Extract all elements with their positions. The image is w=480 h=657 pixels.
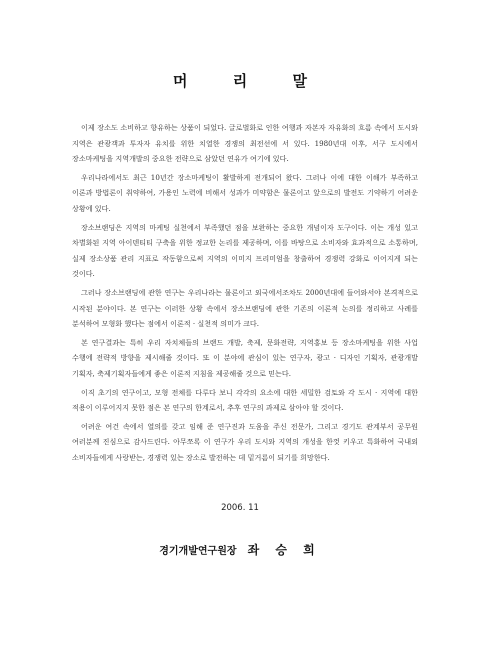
signature-organization: 경기개발연구원장 [159, 546, 237, 557]
signature-name: 좌 승 희 [247, 543, 321, 557]
paragraph-1: 이제 장소도 소비하고 향유하는 상품이 되었다. 글로벌화로 인한 여행과 자본자 자유화의 흐름 속에서 도시와 지역은 관광객과 투자자 유치를 위한 치열한 경쟁의 최전선에 서 있다. 1980년대 이후, 서구 도시에서 장소마케팅을 지역개발의 중요한 전략으로 삼았던 연유가 여기에 있다. [72, 123, 418, 164]
paragraph-6: 이직 초기의 연구이고, 모형 전체를 다루다 보니 각각의 요소에 대한 세밀한 검토와 각 도시 · 지역에 대한 적용이 이루어지지 못한 점은 본 연구의 한계로서, 추후 연구의 과제로 삼아야 할 것이다. [72, 387, 418, 413]
page-title: 머 리 말 [173, 72, 327, 90]
signature-block [0, 539, 480, 558]
paragraph-3: 장소브랜딩은 지역의 마케팅 실천에서 부족했던 점을 보완하는 중요한 개념이자 도구이다. 이는 개성 있고 차별화된 지역 아이덴티티 구축을 위한 정교한 논리를 제공하며, 이를 바탕으로 소비자와 효과적으로 소통하며, 실제 장소상품 관리 지표로 작동함으로써 지역의 이미지 프리미엄을 창출하여 경쟁력 강화로 이어지게 되는 것이다. [72, 222, 418, 279]
paragraph-7: 어려운 여건 속에서 열의를 갖고 임해 준 연구진과 도움을 주신 전문가, 그리고 경기도 관계부서 공무원 여러분께 진심으로 감사드린다. 아무쪼록 이 연구가 우리 도시와 지역의 개성을 한껏 키우고 특화하여 국내외 소비자들에게 사랑받는, 경쟁력 있는 장소로 발전하는 데 밑거름이 되기를 희망한다. [72, 421, 418, 462]
preface-body [72, 120, 418, 468]
paragraph-4: 그러나 장소브랜딩에 관한 연구는 우리나라는 물론이고 외국에서조차도 2000년대에 들어와서야 본격적으로 시작된 분야이다. 본 연구는 이러한 상황 속에서 장소브랜딩에 관한 기존의 이론적 논의를 정리하고 사례를 분석하여 모형화 했다는 점에서 이론적 · 실천적 의미가 크다. [72, 287, 418, 329]
paragraph-5: 본 연구결과는 특히 우리 자치체들의 브랜드 개발, 축제, 문화전략, 지역홍보 등 장소마케팅을 위한 사업 수행에 전략적 방향을 제시해줄 것이다. 또 이 분야에 관심이 있는 연구자, 광고 · 디자인 기획자, 관광개발 기획자, 축제기획자들에게 좋은 이론적 지침을 제공해줄 것으로 믿는다. [72, 337, 418, 378]
paragraph-2: 우리나라에서도 최근 10년간 장소마케팅이 활발하게 전개되어 왔다. 그러나 이에 대한 이해가 부족하고 이론과 방법론이 취약하여, 가용인 노력에 비해서 성과가 미약함은 물론이고 앞으로의 발전도 기약하기 어려운 상황에 있다. [72, 172, 418, 213]
document-date: 2006. 11 [221, 503, 259, 513]
